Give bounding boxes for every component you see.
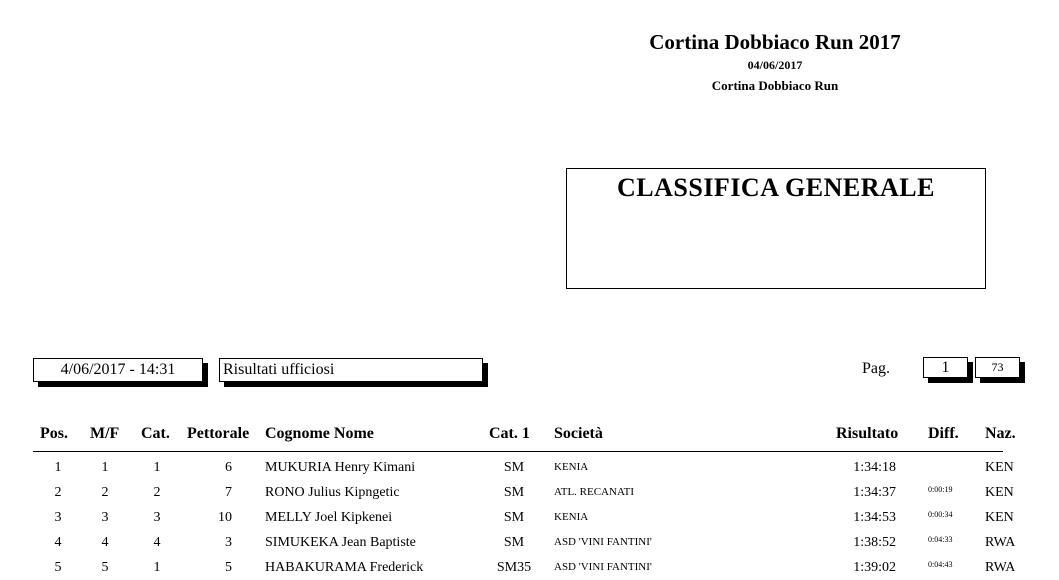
row-nation: RWA xyxy=(985,560,1016,575)
row-pos: 4 xyxy=(54,535,62,550)
row-name: MUKURIA Henry Kimani xyxy=(265,460,416,475)
classification-title: CLASSIFICA GENERALE xyxy=(617,173,935,202)
row-club: KENIA xyxy=(554,461,589,473)
row-result: 1:38:52 xyxy=(853,535,896,550)
col-pos: Pos. xyxy=(40,425,68,442)
row-result: 1:39:02 xyxy=(853,560,896,575)
row-club: ATL. RECANATI xyxy=(554,486,635,498)
row-result: 1:34:37 xyxy=(853,485,896,500)
row-pos: 2 xyxy=(54,485,62,500)
header-divider xyxy=(33,451,1003,452)
row-cat: 1 xyxy=(153,460,161,475)
row-cat1: SM xyxy=(503,485,525,500)
results-status: Risultati ufficiosi xyxy=(219,358,483,382)
row-club: KENIA xyxy=(554,511,589,523)
row-name: RONO Julius Kipngetic xyxy=(265,485,400,500)
row-club: ASD 'VINI FANTINI' xyxy=(554,561,652,573)
row-result: 1:34:18 xyxy=(853,460,896,475)
col-nation: Naz. xyxy=(985,425,1016,442)
row-cat: 2 xyxy=(153,485,161,500)
row-result: 1:34:53 xyxy=(853,510,896,525)
page-total: 73 xyxy=(975,357,1020,378)
page-number: 1 xyxy=(923,357,968,378)
row-nation: KEN xyxy=(985,510,1014,525)
row-cat1: SM xyxy=(503,510,525,525)
row-pos: 5 xyxy=(54,560,62,575)
row-mf: 1 xyxy=(101,460,109,475)
row-bib: 10 xyxy=(218,510,232,525)
row-cat1: SM35 xyxy=(496,560,532,575)
row-mf: 5 xyxy=(101,560,109,575)
col-mf: M/F xyxy=(90,425,120,442)
row-pos: 3 xyxy=(54,510,62,525)
row-bib: 3 xyxy=(225,535,232,550)
row-mf: 3 xyxy=(101,510,109,525)
row-diff: 0:00:19 xyxy=(928,485,953,494)
event-title: Cortina Dobbiaco Run 2017 xyxy=(649,30,901,54)
row-nation: RWA xyxy=(985,535,1016,550)
row-diff: 0:04:33 xyxy=(928,535,953,544)
row-club: ASD 'VINI FANTINI' xyxy=(554,536,652,548)
event-name: Cortina Dobbiaco Run xyxy=(711,78,839,93)
row-nation: KEN xyxy=(985,485,1014,500)
row-name: SIMUKEKA Jean Baptiste xyxy=(265,535,416,550)
event-date: 04/06/2017 xyxy=(747,58,803,72)
classification-box xyxy=(566,168,986,289)
col-cat: Cat. xyxy=(141,425,170,442)
row-cat1: SM xyxy=(503,460,525,475)
row-cat: 4 xyxy=(153,535,161,550)
row-bib: 7 xyxy=(225,485,232,500)
row-bib: 5 xyxy=(225,560,232,575)
row-diff: 0:04:43 xyxy=(928,560,953,569)
row-cat: 1 xyxy=(153,560,161,575)
col-club: Società xyxy=(554,425,603,442)
row-cat1: SM xyxy=(503,535,525,550)
row-cat: 3 xyxy=(153,510,161,525)
row-name: HABAKURAMA Frederick xyxy=(265,560,424,575)
row-mf: 2 xyxy=(101,485,109,500)
row-name: MELLY Joel Kipkenei xyxy=(265,510,393,525)
row-nation: KEN xyxy=(985,460,1014,475)
row-diff: 0:00:34 xyxy=(928,510,953,519)
col-bib: Pettorale xyxy=(187,425,250,442)
page-label: Pag. xyxy=(862,360,890,377)
col-name: Cognome Nome xyxy=(265,425,374,442)
col-result: Risultato xyxy=(836,425,899,442)
row-bib: 6 xyxy=(225,460,232,475)
row-pos: 1 xyxy=(54,460,62,475)
row-mf: 4 xyxy=(101,535,109,550)
print-datetime: 4/06/2017 - 14:31 xyxy=(33,358,203,382)
col-diff: Diff. xyxy=(928,425,959,442)
col-cat1: Cat. 1 xyxy=(489,425,530,442)
